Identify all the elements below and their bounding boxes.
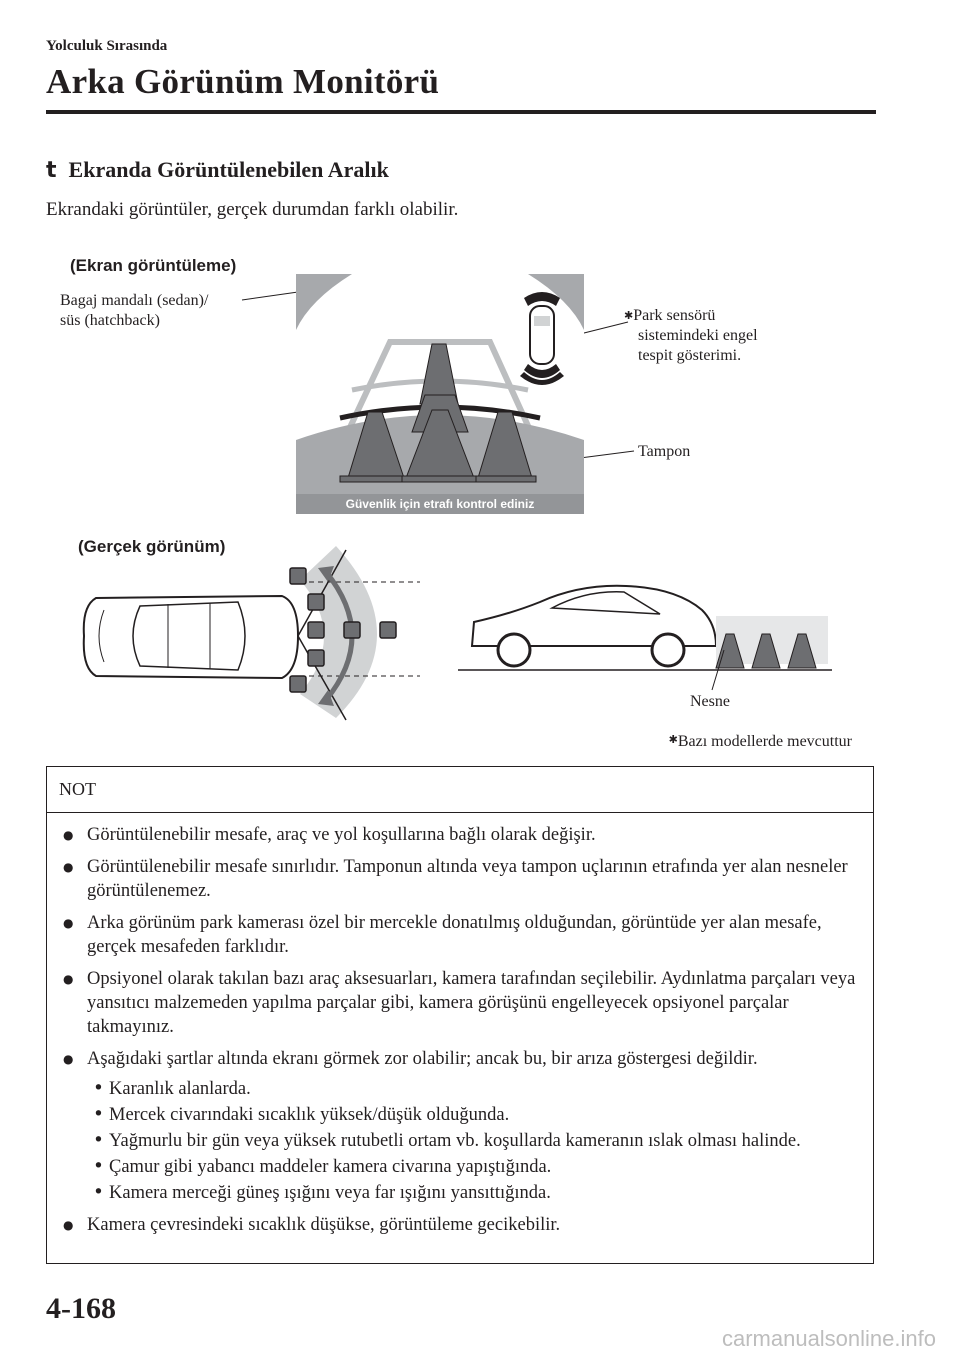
side-view-car — [472, 586, 716, 666]
section-intro: Ekrandaki görüntüler, gerçek durumdan farklı olabilir. — [46, 199, 459, 220]
bumper-callout: Tampon — [638, 443, 691, 460]
side-car-front-wheel — [498, 634, 530, 666]
condition-item: • Yağmurlu bir gün veya yüksek rutubetli ortam vb. koşullarda kameranın ıslak olması halinde. — [87, 1129, 859, 1153]
trunk-leader-line — [242, 292, 298, 300]
condition-item: • Karanlık alanlarda. — [87, 1077, 859, 1101]
obstacle-6 — [308, 650, 324, 666]
object-callout: Nesne — [690, 693, 730, 710]
sensor-car-windshield — [534, 316, 550, 326]
condition-item: • Çamur gibi yabancı maddeler kamera civarına yapıştığında. — [87, 1155, 859, 1179]
note-item: ● Kamera çevresindeki sıcaklık düşükse, görüntüleme gecikebilir. — [63, 1213, 859, 1237]
trunk-callout-line-1: Bagaj mandalı (sedan)/ — [60, 292, 209, 309]
top-car-body — [84, 596, 298, 678]
cone-center-base — [402, 476, 478, 482]
page-number: 4-168 — [46, 1292, 116, 1325]
sensor-callout-line-1: Park sensörü — [633, 307, 716, 324]
obstacle-2 — [308, 594, 324, 610]
obstacle-5 — [380, 622, 396, 638]
site-watermark: carmanualsonline.info — [721, 1326, 936, 1351]
note-heading: NOT — [47, 767, 873, 813]
footnote-text: Bazı modellerde mevcuttur — [677, 733, 852, 750]
screen-banner-text: Güvenlik için etrafı kontrol ediniz — [345, 497, 535, 511]
side-view-cones — [716, 634, 816, 668]
section-marker: t — [46, 158, 57, 183]
screen-display-label: (Ekran görüntüleme) — [70, 256, 237, 275]
note-item: ● Opsiyonel olarak takılan bazı araç aksesuarları, kamera tarafından seçilebilir. Aydınlatma parçaları veya yansıtıcı malzemeden yapılma parçalar gibi, kamera görüşünü engelleyecek opsiyonel parçalar takmayınız. — [63, 967, 859, 1039]
bumper-leader-line — [580, 451, 634, 458]
sensor-callout-line-2: sistemindeki engel — [638, 327, 758, 344]
cone-right-base — [476, 476, 536, 482]
real-view-illustration — [0, 530, 960, 730]
sensor-car-icon — [530, 306, 554, 364]
obstacle-3 — [308, 622, 324, 638]
chapter-label: Yolculuk Sırasında — [46, 38, 168, 54]
note-box — [46, 766, 874, 1264]
availability-footnote — [669, 733, 852, 751]
condition-item: • Kamera merceği güneş ışığını veya far ışığını yansıttığında. — [87, 1181, 859, 1205]
note-body — [47, 813, 873, 1237]
note-item: ● Arka görünüm park kamerası özel bir mercekle donatılmış olduğundan, görüntüde yer alan mesafe, gerçek mesafeden farklıdır. — [63, 911, 859, 959]
obstacle-1 — [290, 568, 306, 584]
side-car-rear-wheel — [652, 634, 684, 666]
note-item-with-conditions — [63, 1047, 859, 1205]
real-view-label: (Gerçek görünüm) — [78, 537, 226, 556]
section-title-text: Ekranda Görüntülenebilen Aralık — [68, 157, 389, 182]
footnote-asterisk: ✱ — [668, 733, 678, 746]
top-view-car — [84, 596, 298, 678]
obstacle-7 — [290, 676, 306, 692]
trunk-callout-line-2: süs (hatchback) — [60, 312, 160, 329]
sensor-asterisk: ✱ — [624, 309, 634, 322]
note-item: ● Görüntülenebilir mesafe, araç ve yol koşullarına bağlı olarak değişir. — [63, 823, 859, 847]
condition-item: • Mercek civarındaki sıcaklık yüksek/düşük olduğunda. — [87, 1103, 859, 1127]
condition-list — [87, 1077, 859, 1205]
cone-left-base — [340, 476, 404, 482]
sensor-callout-line-3: tespit gösterimi. — [638, 347, 742, 364]
page-title: Arka Görünüm Monitörü — [46, 62, 440, 101]
obstacle-4 — [344, 622, 360, 638]
note-item-text: Aşağıdaki şartlar altında ekranı görmek zor olabilir; ancak bu, bir arıza göstergesi değildir. — [87, 1049, 758, 1069]
park-sensor-callout — [624, 306, 758, 366]
note-item: ● Görüntülenebilir mesafe sınırlıdır. Tamponun altında veya tampon uçlarının etrafında yer alan nesneler görüntülenemez. — [63, 855, 859, 903]
